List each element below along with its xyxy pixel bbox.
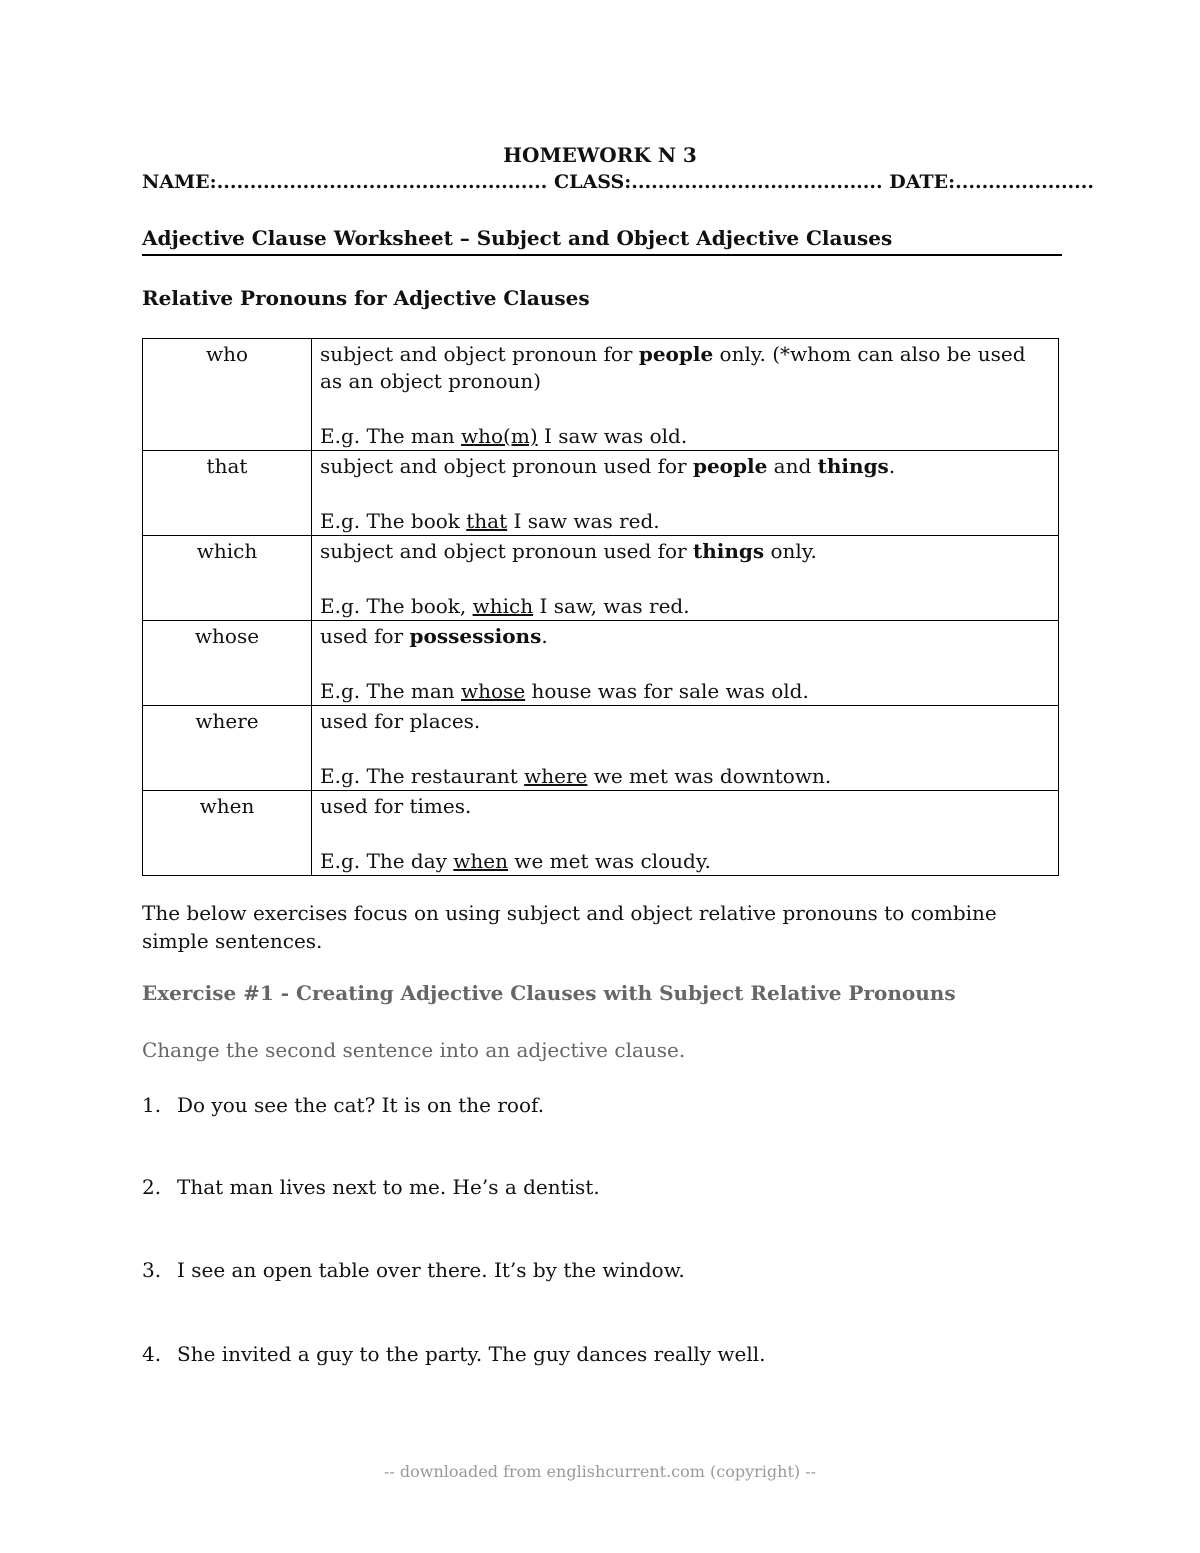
example: E.g. The day when we met was cloudy. (320, 849, 711, 873)
question-item (142, 1342, 766, 1366)
table-row (143, 791, 1059, 876)
description-cell (312, 706, 1059, 791)
table-heading: Relative Pronouns for Adjective Clauses (142, 286, 590, 310)
example: E.g. The book, which I saw, was red. (320, 594, 690, 618)
question-item (142, 1093, 544, 1117)
description-cell (312, 339, 1059, 451)
description: used for places. (320, 709, 481, 733)
table-row (143, 339, 1059, 451)
example: E.g. The man who(m) I saw was old. (320, 424, 688, 448)
name-blank: .................................................. (216, 171, 548, 193)
exercise-instruction: Change the second sentence into an adjective clause. (142, 1038, 686, 1062)
question-number: 1. (142, 1093, 162, 1117)
question-number: 2. (142, 1175, 162, 1199)
table-row (143, 536, 1059, 621)
question-text: I see an open table over there. It’s by the window. (177, 1258, 685, 1282)
question-text: She invited a guy to the party. The guy dances really well. (177, 1342, 766, 1366)
description: subject and object pronoun for people only. (*whom can also be used as an object pronoun) (320, 342, 1026, 393)
example: E.g. The man whose house was for sale was old. (320, 679, 809, 703)
table-row (143, 706, 1059, 791)
pronoun-cell: which (143, 536, 312, 621)
date-blank: ..................... (955, 171, 1095, 193)
pronoun-cell: where (143, 706, 312, 791)
question-item (142, 1175, 600, 1199)
description-cell (312, 791, 1059, 876)
question-item (142, 1258, 685, 1282)
exercise-heading: Exercise #1 - Creating Adjective Clauses with Subject Relative Pronouns (142, 981, 956, 1005)
name-label: NAME: (142, 171, 217, 193)
question-number: 4. (142, 1342, 162, 1366)
pronoun-cell: who (143, 339, 312, 451)
question-number: 3. (142, 1258, 162, 1282)
description-cell (312, 621, 1059, 706)
description: subject and object pronoun used for things only. (320, 539, 817, 563)
table-row (143, 621, 1059, 706)
question-text: Do you see the cat? It is on the roof. (177, 1093, 545, 1117)
date-label: DATE: (889, 171, 956, 193)
description-cell (312, 536, 1059, 621)
description: subject and object pronoun used for people and things. (320, 454, 896, 478)
worksheet-title: Adjective Clause Worksheet – Subject and Object Adjective Clauses (142, 226, 1062, 256)
description: used for possessions. (320, 624, 548, 648)
example: E.g. The restaurant where we met was downtown. (320, 764, 832, 788)
footer-copyright: -- downloaded from englishcurrent.com (copyright) -- (383, 1462, 817, 1481)
class-blank: ...................................... (631, 171, 883, 193)
description: used for times. (320, 794, 472, 818)
name-class-date-line (142, 171, 1095, 193)
table-row (143, 451, 1059, 536)
class-label: CLASS: (554, 171, 632, 193)
description-cell (312, 451, 1059, 536)
pronoun-cell: whose (143, 621, 312, 706)
example: E.g. The book that I saw was red. (320, 509, 660, 533)
pronoun-cell: that (143, 451, 312, 536)
intro-paragraph: The below exercises focus on using subject and object relative pronouns to combine simple sentences. (142, 901, 997, 953)
pronoun-cell: when (143, 791, 312, 876)
page-title: HOMEWORK N 3 (503, 143, 697, 167)
question-text: That man lives next to me. He’s a dentist. (177, 1175, 600, 1199)
relative-pronoun-table (142, 338, 1059, 876)
